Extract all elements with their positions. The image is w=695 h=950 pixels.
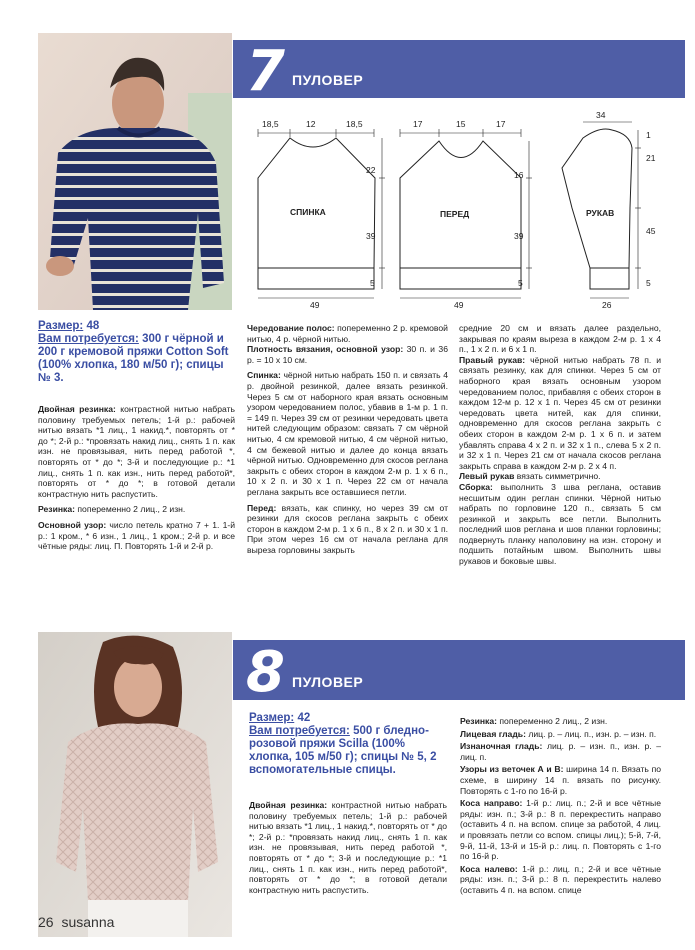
left-sleeve-heading: Левый рукав [459, 471, 515, 482]
section-7-header [233, 39, 685, 104]
dim-front-side-3: 5 [518, 278, 523, 288]
page-number: 26 [38, 914, 54, 930]
section-7-column-1 [38, 404, 235, 557]
dim-front-top-3: 17 [496, 119, 506, 129]
label-sleeve: РУКАВ [586, 208, 615, 218]
purl-stitch-heading: Изнаночная гладь: [460, 741, 543, 752]
section-7-title: ПУЛОВЕР [292, 72, 364, 88]
right-sleeve-text: чёрной нитью набрать 78 п. и связать резинку, как для спинки. Через 5 см от наборного края вязать основным узором чередованием полос, прибавляя с обеих сторон в каждом 12-м р. 12 х 1 п. Через 45 см от резинки чередовать цвета нитей, как для спинки, одновременно для скосов реглана закрыть с обеих сторон в каждом 2-м р. 1 х 6 п. и затем убавлять справа 4 х 2 п. и 32 х 1 п., слева 5 х 2 п. и 32 х 1 п. Через 21 см от начала скосов реглана закрыть справа в каждом 2-м р. 2 х 4 п. [459, 354, 662, 471]
dim-back-side-3: 5 [370, 278, 375, 288]
stripes-text: попеременно 2 р. кремовой нитью, 4 р. чёрной нитью. [247, 323, 448, 344]
dim-front-side-2: 39 [514, 231, 524, 241]
front-text: вязать, как спинку, но через 39 см от резинки для скосов реглана закрыть с обеих сторон в каждом 2-м р. 1 х 6 п., 8 х 2 п. и 30 х 1 п. При этом через 16 см от начала реглана для выреза горловины закрыть [247, 502, 449, 555]
section-8-header [233, 640, 685, 705]
dim-front-side-1: 16 [514, 170, 524, 180]
dim-back-top-2: 12 [306, 119, 316, 129]
twig-pattern-text: ширина 14 п. Вязать по схеме, в ширину 14 п. вязать по рисунку. Повторять с 1-го по 16-й р. [460, 764, 662, 796]
assembly-text: выполнить 3 шва реглана, оставив несшитым один реглан спинки. Чёрной нитью набрать по горловине 120 п., связать 5 см резинкой и закрыть все петли. Выполнить последний шов реглана и шов планки горловины; подвернуть планку наполовину на изн. сторону и подшить потайным швом. Выполнить швы рукавов и боковые швы. [459, 481, 661, 567]
label-front: ПЕРЕД [440, 209, 470, 219]
needs-label: Вам потребуется: [38, 333, 139, 345]
section-7-materials [38, 320, 238, 385]
dim-back-bottom: 49 [310, 300, 320, 310]
dim-sleeve-side-2: 21 [646, 153, 656, 163]
back-heading: Спинка: [247, 370, 281, 381]
dim-sleeve-top: 34 [596, 110, 606, 120]
needs-value: 500 г бледно-розовой пряжи Scilla (100% хлопка, 105 м/50 г); спицы № 5, 2 вспомогательные спицы. [249, 725, 437, 776]
rib-text: контрастной нитью набрать половину требуемых петель; 1-й р.: рабочей нитью вязать *1 лиц., 1 накид.*, повторять от * до *; 2-й р.: *провязать накид лиц., снять 1 п. как изн. не провязывая, нить перед работой *, повторять от * до *; 3-й и последующие р.: *1 лиц., снять 1 п. как изн., нить перед работой*, повторять от * до *; в готовой детали контрастную нить распустить. [38, 404, 235, 499]
cable-right-heading: Коса направо: [460, 798, 523, 809]
face-stitch-text: лиц. р. – лиц. п., изн. р. – изн. п. [528, 728, 657, 739]
dim-sleeve-side-3: 45 [646, 226, 656, 236]
cable-left-heading: Коса налево: [460, 863, 518, 874]
dim-front-top-1: 17 [413, 119, 423, 129]
brand-name: susanna [61, 914, 115, 930]
gauge-heading: Плотность вязания, основной узор: [247, 344, 404, 355]
face-stitch-heading: Лицевая гладь: [460, 728, 526, 739]
elastic-heading: Резинка: [460, 716, 497, 726]
elastic-text: попеременно 2 лиц., 2 изн. [499, 716, 608, 726]
dim-back-top-1: 18,5 [262, 119, 279, 129]
section-7-column-2 [247, 323, 448, 560]
dim-back-top-3: 18,5 [346, 119, 363, 129]
elastic-heading: Резинка: [38, 504, 75, 515]
size-value: 48 [86, 320, 100, 332]
front-heading: Перед: [247, 502, 277, 513]
cable-left-text: 1-й р.: лиц. п.; 2-й и все чётные ряды: изн. п.; 3-й р.: 8 п. перекрестить налево (оставить 4 п. на вспом. спице [460, 863, 661, 895]
cable-right-text: 1-й р.: лиц. п.; 2-й и все чётные ряды: изн. п.; 3-й р.: 8 п. перекрестить направо (оставить 4 п. на вспом. спице за работой, 4 лиц. и провязать петли со вспом. спицы лиц.); 5-й, 7-й, 9-й, 11-й, 13-й и 15-й р.: лиц. п. Повторять с 1-го по 16-й р. [460, 798, 662, 862]
back-text: чёрной нитью набрать 150 п. и связать 4 р. двойной резинкой, далее вязать резинкой. Через 5 см от наборного края вязать основным узором чередованием полос, убавив в 1-м р. 1 п. = 149 п. Через 39 см от резинки чередовать цвета нитей следующим образом: связать 7 см чёрной нитью, 4 см кремовой нитью, 4 см чёрной нитью, 4 см бежевой нитью и далее до конца вязать чёрной нитью. Одновременно для скосов реглана закрыть с обеих сторон в каждом 2-м р. 1 х 6 п., 10 х 2 п. и 30 х 1 п. Через 22 см от начала реглана закрыть все оставшиеся петли. [247, 370, 448, 497]
section-8-column-2 [249, 800, 447, 900]
needs-value: 300 г чёрной и 200 г кремовой пряжи Cotton Soft (100% хлопка, 180 м/50 г); спицы № 3. [38, 333, 229, 384]
section-7-number: 7 [246, 39, 285, 104]
gauge-text: 30 п. и 36 р. = 10 х 10 см. [247, 344, 448, 365]
photo-woman-pink-sweater [38, 632, 232, 937]
assembly-heading: Сборка: [459, 481, 493, 492]
dim-sleeve-bottom: 26 [602, 300, 612, 310]
twig-pattern-heading: Узоры из веточек А и В: [460, 764, 564, 775]
left-sleeve-text: вязать симметрично. [516, 471, 601, 482]
section-7-column-3 [459, 323, 661, 567]
elastic-text: попеременно 2 лиц., 2 изн. [77, 504, 186, 515]
size-value: 42 [297, 712, 311, 724]
dim-back-side-1: 22 [366, 165, 376, 175]
size-label: Размер: [38, 320, 84, 332]
main-pattern-text: число петель кратно 7 + 1. 1-й р.: 1 кром., * 6 изн., 1 лиц., 1 кром.; 2-й р. и все чётные ряды: лиц. П. Повторять 1-й и 2-й р. [38, 519, 236, 552]
needs-label: Вам потребуется: [249, 725, 350, 737]
size-label: Размер: [249, 712, 295, 724]
photo-man-striped-sweater [38, 33, 232, 310]
dim-sleeve-side-1: 1 [646, 130, 651, 140]
front-continued-text: средние 20 см и вязать далее раздельно, закрывая по краям выреза в каждом 2-м р. 1 х 4 п., 1 х 2 п. и 6 х 1 п. [459, 323, 661, 355]
dim-front-top-2: 15 [456, 119, 466, 129]
section-8-column-3 [460, 716, 661, 896]
stripes-heading: Чередование полос: [247, 323, 335, 333]
rib-heading: Двойная резинка: [249, 800, 328, 810]
main-pattern-heading: Основной узор: [38, 519, 107, 530]
rib-heading: Двойная резинка: [38, 404, 116, 414]
section-8-number: 8 [246, 640, 285, 705]
dim-front-bottom: 49 [454, 300, 464, 310]
label-back: СПИНКА [290, 207, 326, 217]
rib-text: контрастной нитью набрать половину требуемых петель; 1-й р.: рабочей нитью вязать *1 лиц., 1 накид.*, повторять от * до *; 2-й р.: *провязать накид лиц., снять 1 п. как изн. не провязывая, нить перед работой *, повторять от * до *; 3-й и последующие р.: *1 лиц., снять 1 п. как изн., нить перед работой*, повторять от * до *; в готовой детали контрастную нить распустить. [249, 800, 447, 895]
section-8-materials [249, 712, 447, 777]
right-sleeve-heading: Правый рукав: [459, 354, 526, 365]
page-footer [38, 914, 114, 930]
dim-back-side-2: 39 [366, 231, 376, 241]
purl-stitch-text: лиц. р. – изн. п., изн. р. – лиц. п. [460, 741, 661, 762]
section-8-title: ПУЛОВЕР [292, 674, 364, 690]
dim-sleeve-side-4: 5 [646, 278, 651, 288]
pattern-diagrams-7 [240, 108, 690, 313]
